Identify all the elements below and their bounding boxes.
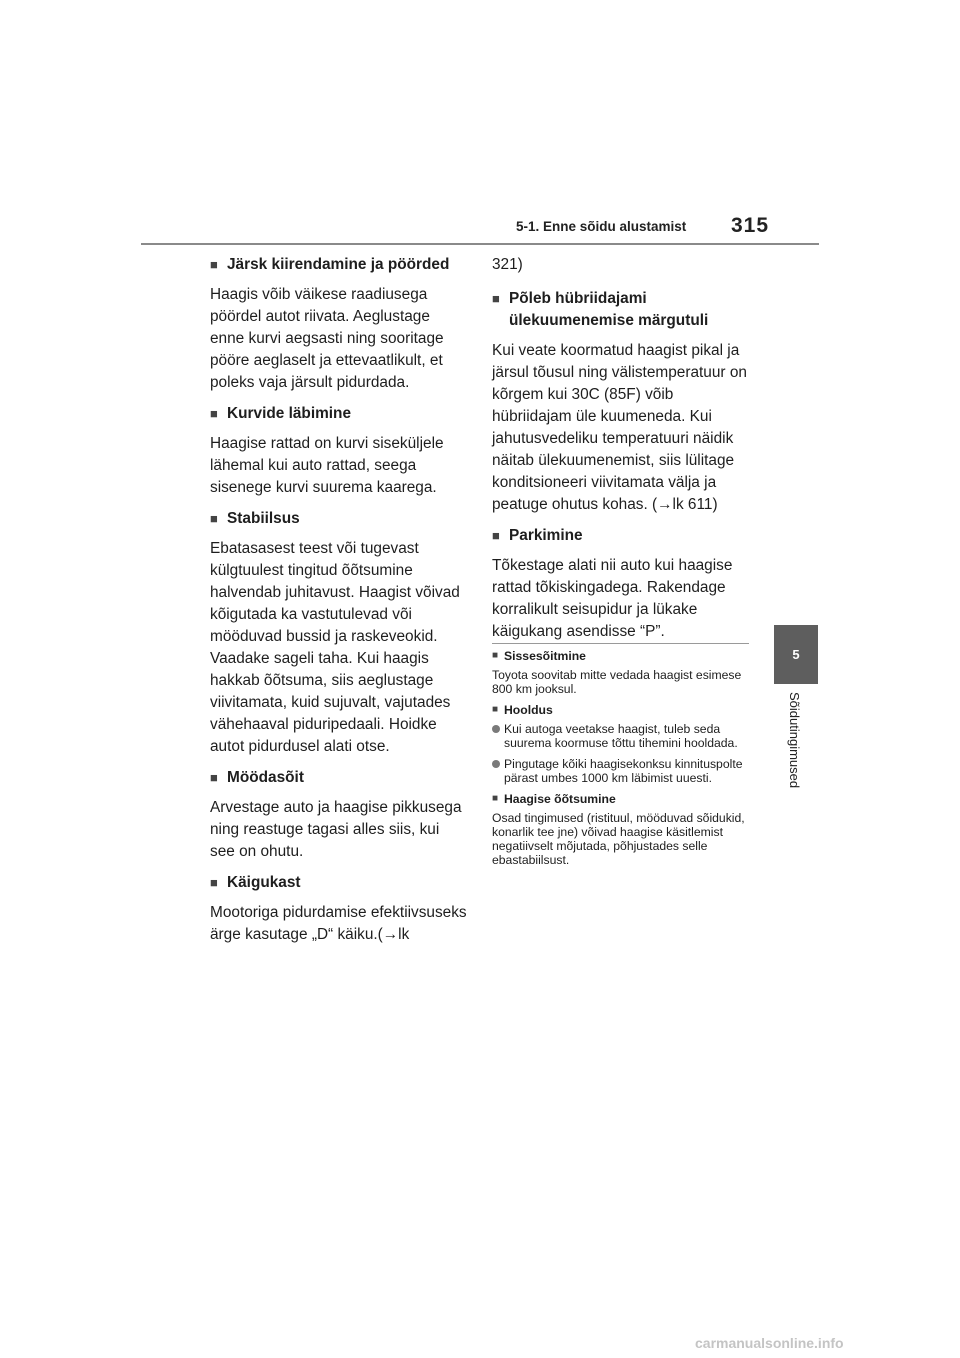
section-heading: ■ Põleb hübriidajami ülekuumenemise märgutuli xyxy=(492,290,709,329)
section-heading: ■ Parkimine xyxy=(492,525,750,547)
square-bullet-icon: ■ xyxy=(492,528,500,543)
notes-divider xyxy=(492,643,749,644)
header-divider xyxy=(141,243,819,245)
section-body: Ebatasasest teest või tugevast külgtuulest tingitud õõtsumine halvendab juhitavust. Haagist võivad kõigutada ka vastutulevad või mööduvad bussid ja raskeveokid. Vaadake sageli taha. Kui haagis hakkab õõtsuma, siis aeglustage viivitamata, kuid sujuvalt, vajutades vähehaaval piduripedaali. Hoidke autot pidurdusel alati otse. xyxy=(210,540,460,755)
section-body: Kui veate koormatud haagist pikal ja järsul tõusul ning välistemperatuur on kõrgem kui 30C (85F) võib hübriidajam üle kuumeneda. Kui jahutusvedeliku temperatuuri näidik näitab ülekuumenemist, siis lülitage konditsioneeri viivitamata välja ja peatuge ohutus kohas. (→lk 611) xyxy=(492,342,747,513)
square-bullet-icon: ■ xyxy=(210,511,218,526)
square-bullet-icon: ■ xyxy=(210,257,218,272)
note-heading: ■ Hooldus xyxy=(492,703,553,717)
square-bullet-icon: ■ xyxy=(492,704,499,715)
section-body: Tõkestage alati nii auto kui haagise rattad tõkiskingadega. Rakendage korralikult seisupidur ja lükake käigukang asendisse “P”. xyxy=(492,557,733,640)
chapter-title: Sõidutingimused xyxy=(787,692,802,789)
square-bullet-icon: ■ xyxy=(492,291,500,306)
section-heading: ■ Stabiilsus xyxy=(210,508,468,530)
round-bullet-icon xyxy=(492,760,500,768)
chapter-number: 5 xyxy=(792,647,800,662)
watermark: carmanualsonline.info xyxy=(695,1335,844,1351)
square-bullet-icon: ■ xyxy=(210,875,218,890)
notes-block xyxy=(492,649,752,874)
section-heading: ■ Möödasõit xyxy=(210,767,468,789)
chapter-tab[interactable] xyxy=(774,625,818,684)
square-bullet-icon: ■ xyxy=(210,406,218,421)
note-heading: ■ Haagise õõtsumine xyxy=(492,792,616,806)
square-bullet-icon: ■ xyxy=(492,650,499,661)
note-bullet: Kui autoga veetakse haagist, tuleb seda suurema koormuse tõttu tihemini hooldada. xyxy=(492,722,752,750)
square-bullet-icon: ■ xyxy=(492,793,499,804)
section-body: Haagise rattad on kurvi siseküljele lähemal kui auto rattad, seega sisenege kurvi suurema kaarega. xyxy=(210,435,444,496)
note-heading: ■ Sissesõitmine xyxy=(492,649,586,663)
section-body: Haagis võib väikese raadiusega pöördel autot riivata. Aeglustage enne kurvi aegsasti ning sooritage pööre aeglaselt ja ettevaatlikult, et poleks vaja järsult pidurdada. xyxy=(210,286,444,391)
section-heading: ■ Käigukast xyxy=(210,872,468,894)
page-number: 315 xyxy=(731,214,770,237)
section-title: 5-1. Enne sõidu alustamist xyxy=(516,219,687,234)
note-bullet: Pingutage kõiki haagisekonksu kinnituspolte pärast umbes 1000 km läbimist uuesti. xyxy=(492,757,752,785)
section-heading: ■ Kurvide läbimine xyxy=(210,403,468,425)
right-column xyxy=(492,254,750,652)
square-bullet-icon: ■ xyxy=(210,770,218,785)
continuation-text: 321) xyxy=(492,256,523,273)
note-body: Osad tingimused (ristituul, mööduvad sõidukid, konarlik tee jne) võivad haagise käsitlemist negatiivselt mõjutada, põhjustades selle ebastabiilsust. xyxy=(492,811,745,867)
left-column xyxy=(210,254,468,955)
round-bullet-icon xyxy=(492,725,500,733)
section-body: Arvestage auto ja haagise pikkusega ning reastuge tagasi alles siis, kui see on ohutu. xyxy=(210,799,462,860)
section-body: Mootoriga pidurdamise efektiivsuseks ärge kasutage „D“ käiku.(→lk xyxy=(210,904,467,943)
section-heading: ■ Järsk kiirendamine ja pöörded xyxy=(210,254,468,276)
note-body: Toyota soovitab mitte vedada haagist esimese 800 km jooksul. xyxy=(492,668,742,696)
